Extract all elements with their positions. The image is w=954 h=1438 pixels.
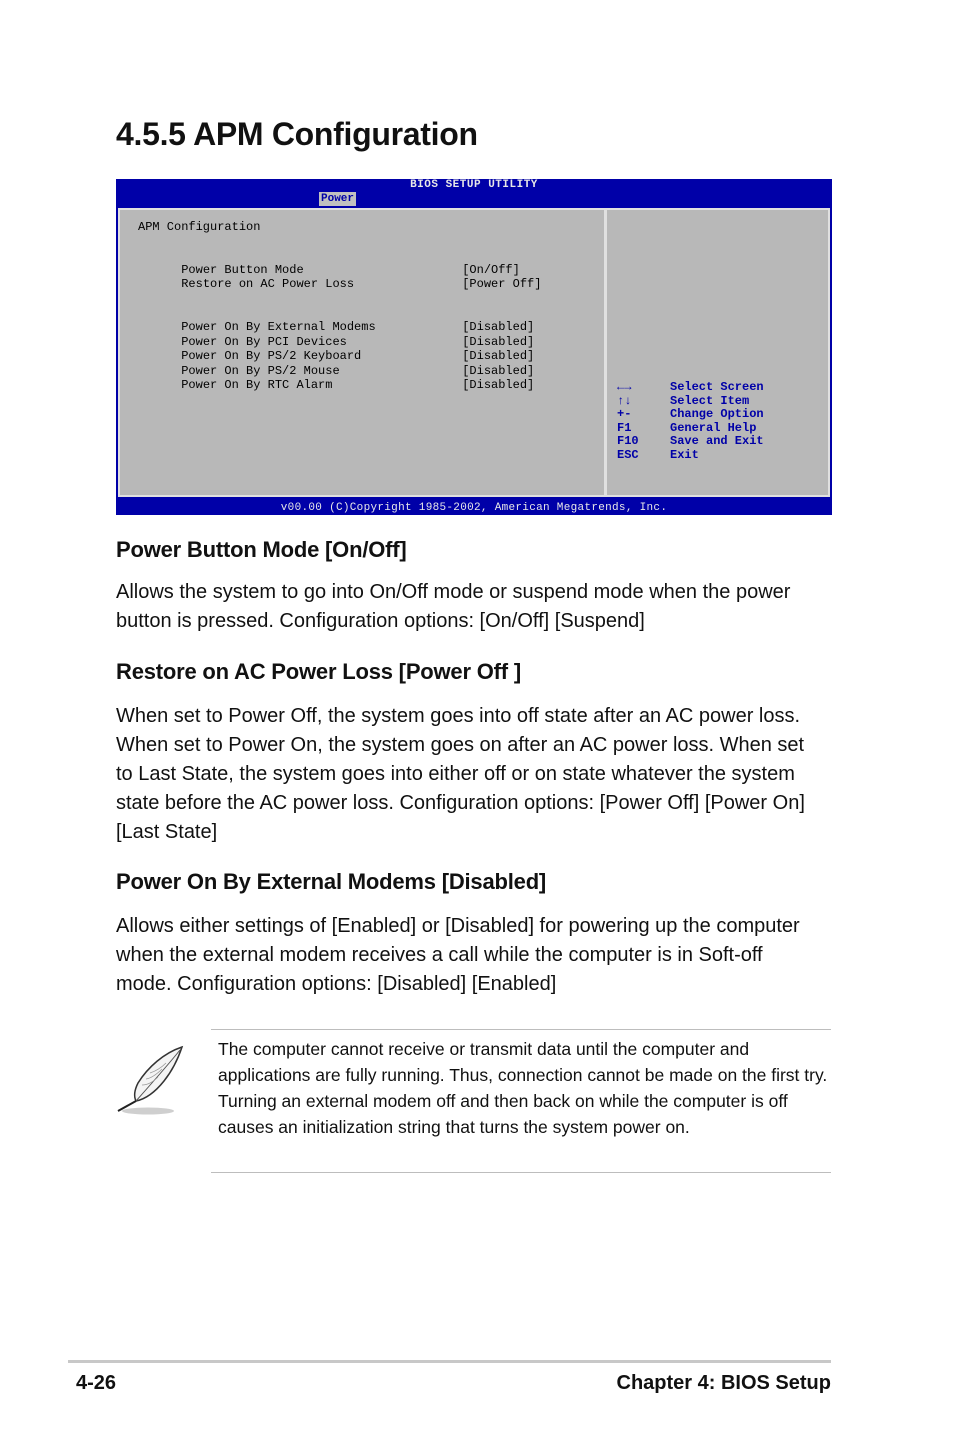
bios-section-title: APM Configuration bbox=[138, 220, 261, 234]
bios-key-legend bbox=[617, 381, 764, 462]
section-body-external-modems: Allows either settings of [Enabled] or [Disabled] for powering up the computer when the external modem receives a call while the computer is in Soft-off mode. Configuration options: [Disabled] [Enabled] bbox=[116, 915, 800, 995]
bios-item-label: Power On By PS/2 Keyboard bbox=[181, 349, 362, 363]
note-text: The computer cannot receive or transmit data until the computer and applications are fully running. Thus, connection cannot be made on the first try. Turning an external modem off and then back on while the computer is off causes an initialization string that turns the system power on. bbox=[218, 1039, 828, 1137]
bios-item-external-modems bbox=[138, 306, 535, 334]
bios-item-value: [Disabled] bbox=[462, 378, 535, 392]
page-title: 4.5.5 APM Configuration bbox=[116, 116, 478, 152]
bios-key-row bbox=[617, 435, 764, 449]
bios-item-label: Power On By External Modems bbox=[181, 320, 376, 334]
bios-key-action: Change Option bbox=[670, 407, 764, 421]
section-heading-restore-ac-power-loss: Restore on AC Power Loss [Power Off ] bbox=[116, 659, 521, 684]
bios-header: BIOS SETUP UTILITY bbox=[410, 179, 538, 191]
bios-item-value: [Disabled] bbox=[462, 320, 535, 334]
bios-key-row bbox=[617, 408, 764, 422]
bios-item-value: [Disabled] bbox=[462, 363, 535, 378]
bios-item-value: [On/Off] bbox=[462, 263, 520, 277]
bios-key: F10 bbox=[617, 434, 639, 448]
feather-pen-icon bbox=[112, 1045, 186, 1117]
bios-key-row bbox=[617, 422, 764, 436]
bios-item-pci-devices bbox=[138, 321, 535, 349]
bios-key-action: General Help bbox=[670, 420, 757, 435]
bios-key-row bbox=[617, 449, 764, 463]
bios-item-ps2-mouse bbox=[138, 350, 535, 378]
note-top-rule bbox=[211, 1029, 831, 1030]
bios-key: +- bbox=[617, 407, 632, 421]
bios-main-panel bbox=[118, 208, 830, 497]
bios-item-label: Power Button Mode bbox=[181, 263, 304, 277]
bios-key: ESC bbox=[617, 447, 639, 462]
bios-key: ↑↓ bbox=[617, 393, 632, 408]
bios-copyright: v00.00 (C)Copyright 1985-2002, American Megatrends, Inc. bbox=[280, 502, 668, 514]
bios-item-label: Restore on AC Power Loss bbox=[181, 277, 355, 291]
bios-key-row bbox=[617, 395, 764, 409]
bios-key: F1 bbox=[617, 420, 632, 435]
note-bottom-rule bbox=[211, 1172, 831, 1173]
bios-key: ←→ bbox=[617, 380, 632, 394]
bios-item-power-button-mode bbox=[138, 249, 520, 277]
bios-screenshot bbox=[116, 179, 832, 515]
bios-item-restore-ac-power-loss bbox=[138, 263, 542, 291]
bios-key-action: Exit bbox=[670, 447, 699, 462]
bios-item-value: [Power Off] bbox=[462, 277, 542, 291]
bios-item-ps2-keyboard bbox=[138, 335, 535, 363]
section-heading-power-button-mode: Power Button Mode [On/Off] bbox=[116, 537, 407, 562]
bios-item-label: Power On By PCI Devices bbox=[181, 334, 347, 349]
footer-rule bbox=[68, 1360, 831, 1363]
section-body-power-button-mode: Allows the system to go into On/Off mode or suspend mode when the power button is pressed. Configuration options: [On/Off] [Suspend] bbox=[116, 581, 791, 632]
bios-key-action: Select Item bbox=[670, 393, 750, 408]
bios-item-label: Power On By PS/2 Mouse bbox=[181, 363, 340, 378]
bios-item-label: Power On By RTC Alarm bbox=[181, 378, 333, 392]
bios-key-row bbox=[617, 381, 764, 395]
bios-item-value: [Disabled] bbox=[462, 334, 535, 349]
bios-tab-power: Power bbox=[321, 193, 355, 205]
section-heading-external-modems: Power On By External Modems [Disabled] bbox=[116, 869, 547, 894]
bios-panel-divider bbox=[604, 210, 607, 495]
bios-item-value: [Disabled] bbox=[462, 349, 535, 363]
bios-key-action: Save and Exit bbox=[670, 434, 764, 448]
page-number: 4-26 bbox=[76, 1372, 117, 1394]
section-body-restore-ac-power-loss: When set to Power Off, the system goes into off state after an AC power loss. When set to Power On, the system goes on after an AC power loss. When set to Last State, the system goes into either off or on state whatever the system state before the AC power loss. Configuration options: [Power Off] [Power On] [Last State] bbox=[116, 705, 805, 843]
bios-item-rtc-alarm bbox=[138, 364, 535, 392]
bios-key-action: Select Screen bbox=[670, 380, 764, 394]
chapter-label: Chapter 4: BIOS Setup bbox=[616, 1372, 831, 1394]
